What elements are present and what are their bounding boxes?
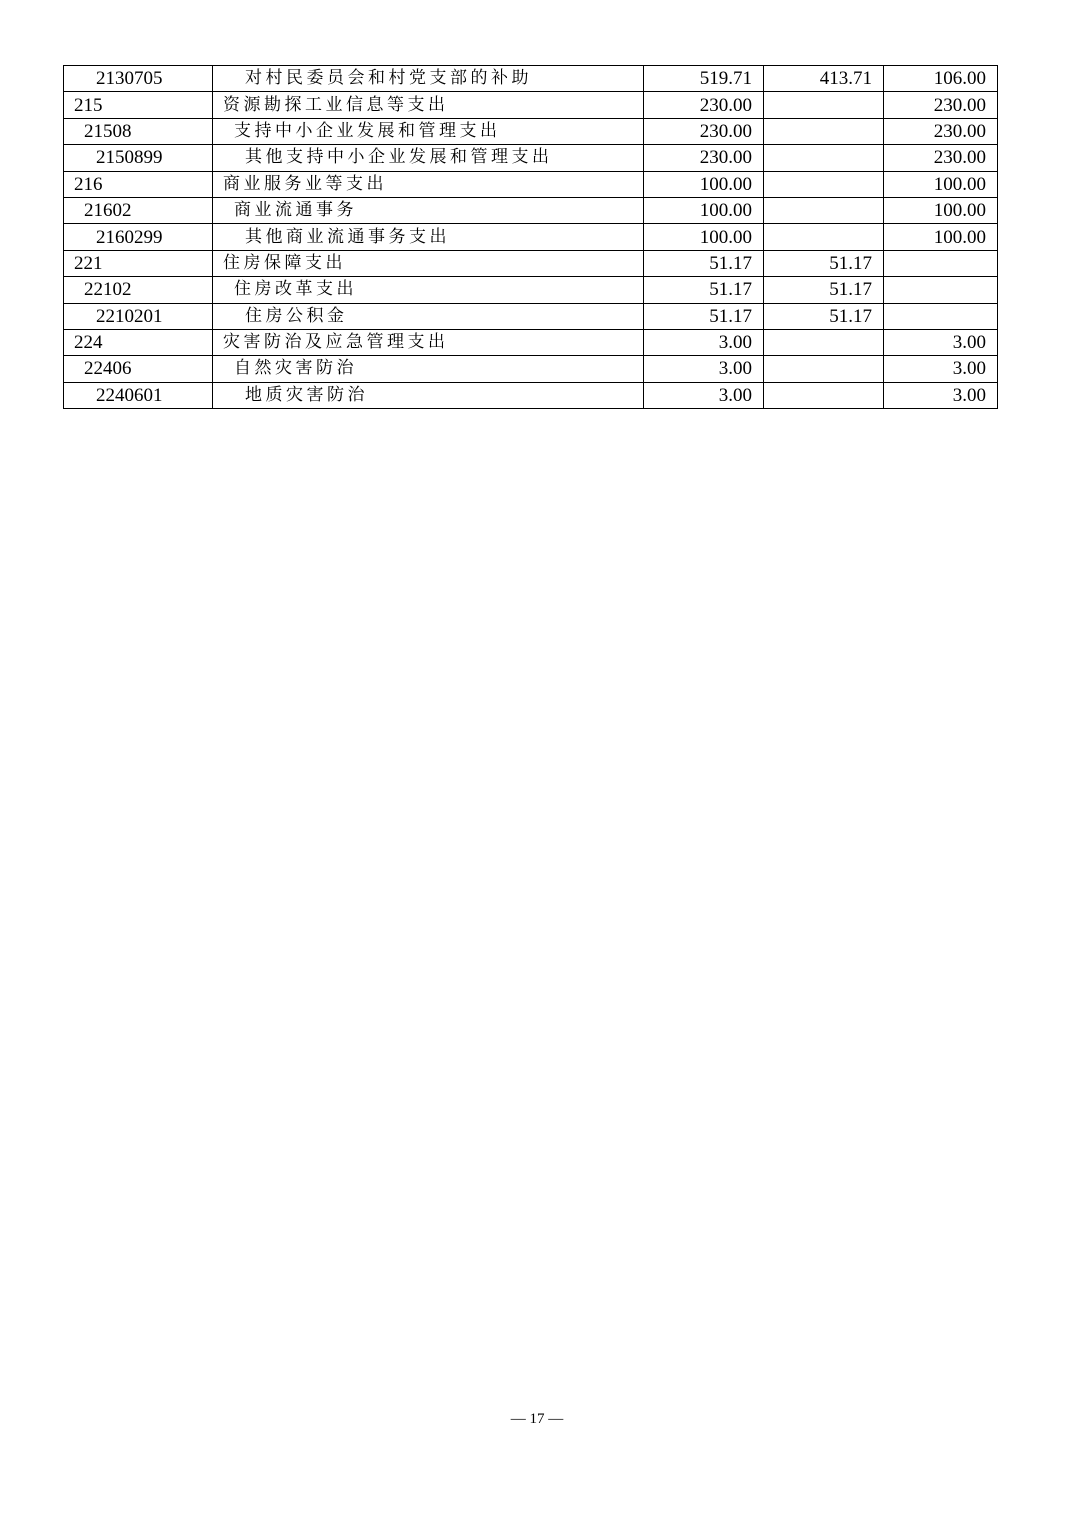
table-row	[64, 92, 998, 118]
cell-basic: 51.17	[764, 277, 884, 303]
cell-total: 230.00	[644, 145, 764, 171]
cell-total: 100.00	[644, 197, 764, 223]
cell-project: 230.00	[884, 118, 998, 144]
cell-project	[884, 303, 998, 329]
cell-basic	[764, 224, 884, 250]
cell-total: 230.00	[644, 118, 764, 144]
table-row	[64, 224, 998, 250]
cell-code: 2130705	[64, 66, 213, 92]
table-body	[64, 66, 998, 409]
cell-total: 519.71	[644, 66, 764, 92]
cell-total: 100.00	[644, 224, 764, 250]
cell-project: 230.00	[884, 145, 998, 171]
cell-name: 资源勘探工业信息等支出	[213, 92, 644, 118]
table-row	[64, 329, 998, 355]
cell-code: 22406	[64, 356, 213, 382]
cell-basic: 413.71	[764, 66, 884, 92]
cell-basic	[764, 197, 884, 223]
cell-basic	[764, 329, 884, 355]
cell-project: 100.00	[884, 224, 998, 250]
cell-project: 230.00	[884, 92, 998, 118]
cell-code: 22102	[64, 277, 213, 303]
cell-name: 灾害防治及应急管理支出	[213, 329, 644, 355]
cell-name: 商业流通事务	[213, 197, 644, 223]
cell-code: 224	[64, 329, 213, 355]
cell-name: 支持中小企业发展和管理支出	[213, 118, 644, 144]
cell-project: 100.00	[884, 171, 998, 197]
cell-total: 3.00	[644, 382, 764, 408]
cell-code: 2150899	[64, 145, 213, 171]
cell-total: 100.00	[644, 171, 764, 197]
cell-name: 其他商业流通事务支出	[213, 224, 644, 250]
cell-project: 100.00	[884, 197, 998, 223]
cell-code: 215	[64, 92, 213, 118]
cell-basic: 51.17	[764, 250, 884, 276]
cell-basic	[764, 382, 884, 408]
cell-total: 3.00	[644, 329, 764, 355]
cell-code: 21602	[64, 197, 213, 223]
cell-code: 2240601	[64, 382, 213, 408]
cell-total: 230.00	[644, 92, 764, 118]
table-row	[64, 382, 998, 408]
cell-project: 3.00	[884, 356, 998, 382]
cell-project: 3.00	[884, 382, 998, 408]
cell-code: 216	[64, 171, 213, 197]
table-row	[64, 145, 998, 171]
cell-project: 106.00	[884, 66, 998, 92]
cell-code: 221	[64, 250, 213, 276]
cell-basic	[764, 145, 884, 171]
cell-code: 21508	[64, 118, 213, 144]
table-row	[64, 277, 998, 303]
table-row	[64, 66, 998, 92]
table-row	[64, 356, 998, 382]
cell-name: 其他支持中小企业发展和管理支出	[213, 145, 644, 171]
cell-basic	[764, 92, 884, 118]
cell-basic	[764, 118, 884, 144]
cell-total: 51.17	[644, 277, 764, 303]
cell-total: 51.17	[644, 250, 764, 276]
table-row	[64, 303, 998, 329]
cell-basic	[764, 171, 884, 197]
cell-project	[884, 250, 998, 276]
table-row	[64, 197, 998, 223]
table-row	[64, 250, 998, 276]
cell-project: 3.00	[884, 329, 998, 355]
cell-total: 3.00	[644, 356, 764, 382]
cell-name: 地质灾害防治	[213, 382, 644, 408]
page-number: — 17 —	[510, 1411, 564, 1427]
cell-basic	[764, 356, 884, 382]
table-row	[64, 171, 998, 197]
cell-name: 对村民委员会和村党支部的补助	[213, 66, 644, 92]
cell-name: 住房公积金	[213, 303, 644, 329]
cell-project	[884, 277, 998, 303]
cell-name: 商业服务业等支出	[213, 171, 644, 197]
cell-code: 2210201	[64, 303, 213, 329]
cell-name: 住房保障支出	[213, 250, 644, 276]
budget-table	[63, 65, 998, 409]
cell-name: 自然灾害防治	[213, 356, 644, 382]
table-row	[64, 118, 998, 144]
cell-code: 2160299	[64, 224, 213, 250]
cell-total: 51.17	[644, 303, 764, 329]
cell-name: 住房改革支出	[213, 277, 644, 303]
cell-basic: 51.17	[764, 303, 884, 329]
